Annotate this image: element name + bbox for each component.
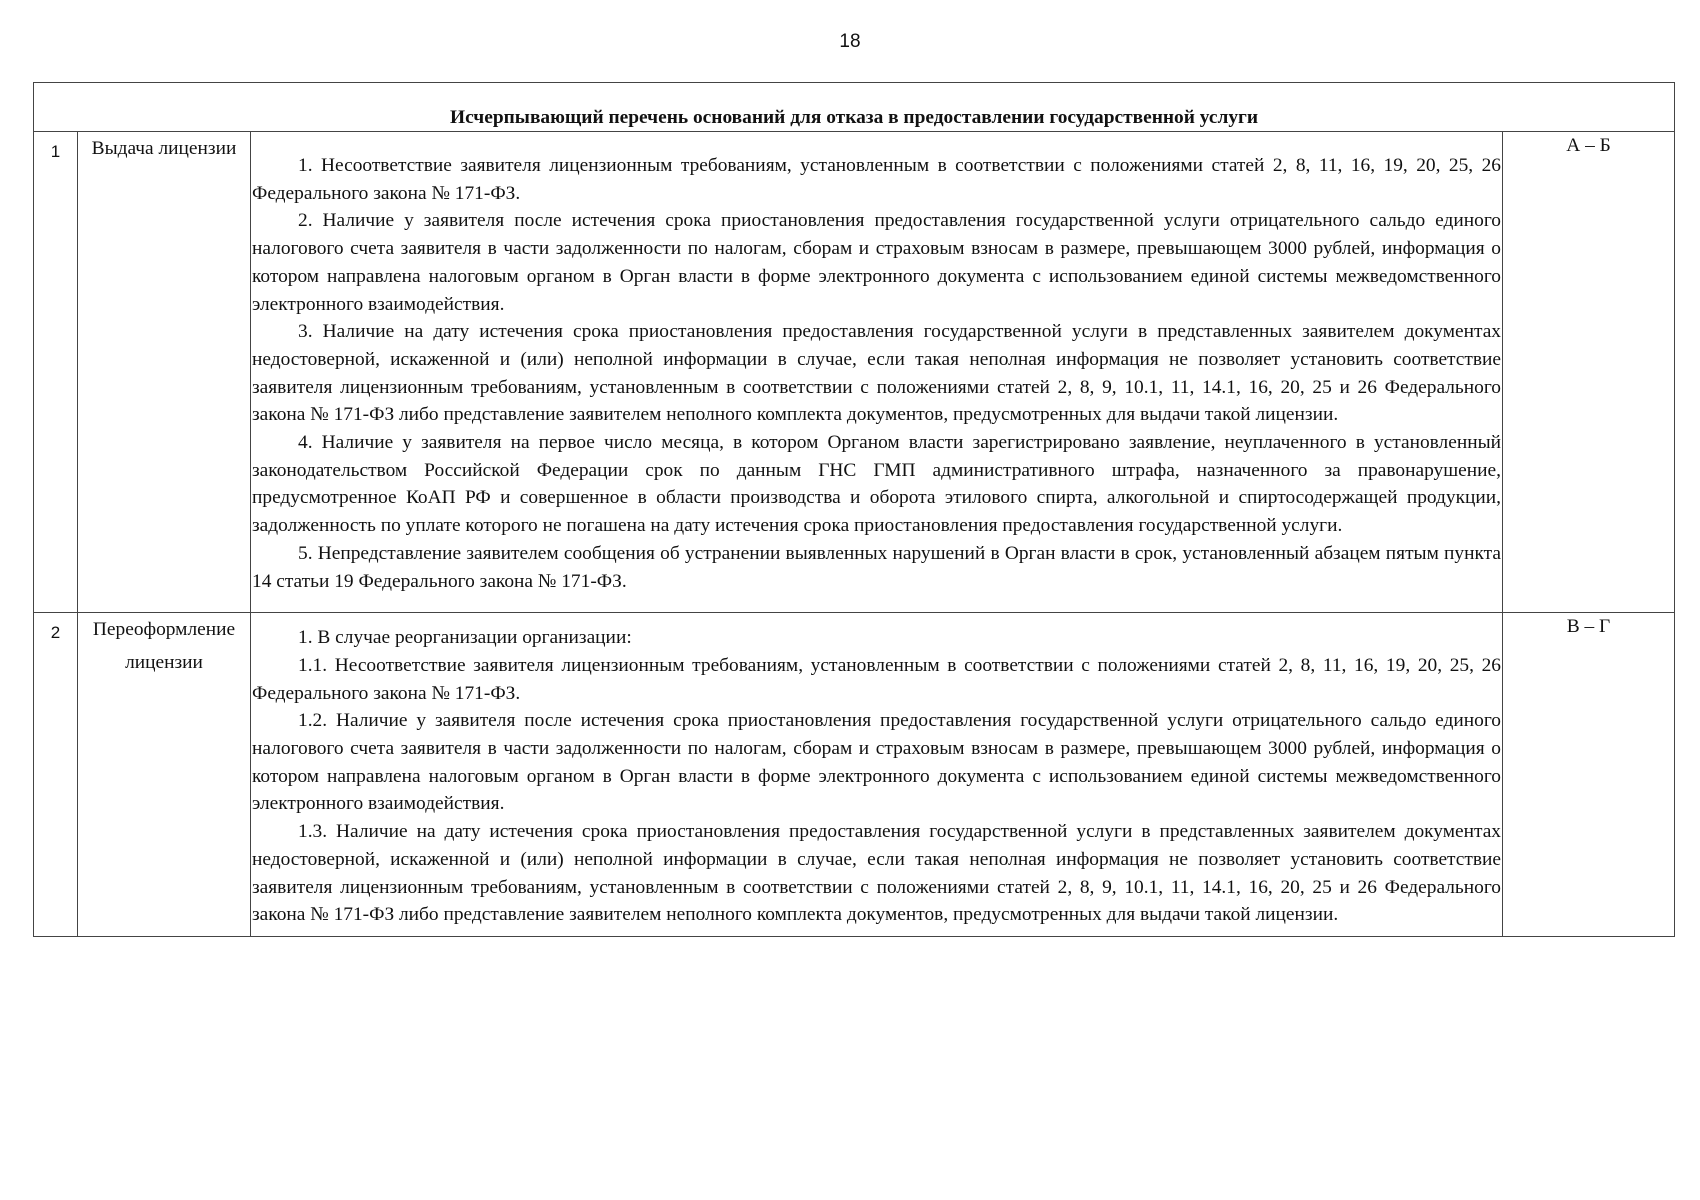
code-range: В – Г	[1503, 613, 1675, 937]
table-header: Исчерпывающий перечень оснований для отказа в предоставлении государственной услуги	[34, 83, 1675, 132]
table-row	[34, 132, 1675, 613]
service-name: Переоформление лицензии	[78, 613, 251, 937]
ground-paragraph: 5. Непредставление заявителем сообщения об устранении выявленных нарушений в Орган власти в срок, установленный абзацем пятым пункта 14 статьи 19 Федерального закона № 171-ФЗ.	[252, 542, 1501, 592]
table-header-row	[34, 83, 1675, 132]
code-range: А – Б	[1503, 132, 1675, 613]
ground-paragraph: 4. Наличие у заявителя на первое число месяца, в котором Органом власти зарегистрировано заявление, неуплаченного в установленный законодательством Российской Федерации срок по данным ГНС ГМП административного штрафа, назначенного за правонарушение, предусмотренное КоАП РФ и совершенное в области производства и оборота этилового спирта, алкогольной и спиртосодержащей продукции, задолженность по уплате которого не погашена на дату истечения срока приостановления предоставления государственной услуги.	[252, 432, 1501, 537]
ground-paragraph: 1.1. Несоответствие заявителя лицензионным требованиям, установленным в соответствии с положениями статей 2, 8, 11, 16, 19, 20, 25, 26 Федерального закона № 171-ФЗ.	[252, 654, 1501, 704]
row-number: 2	[34, 613, 78, 937]
ground-paragraph: 1. Несоответствие заявителя лицензионным требованиям, установленным в соответствии с положениями статей 2, 8, 11, 16, 19, 20, 25, 26 Федерального закона № 171-ФЗ.	[252, 155, 1501, 204]
refusal-grounds-cell	[251, 613, 1503, 937]
row-number: 1	[34, 132, 78, 613]
table-row	[34, 613, 1675, 937]
refusal-grounds-table	[33, 82, 1675, 937]
refusal-grounds-cell	[251, 132, 1503, 613]
page-number: 18	[839, 31, 861, 52]
ground-paragraph: 1.2. Наличие у заявителя после истечения срока приостановления предоставления государственной услуги отрицательного сальдо единого налогового счета заявителя в части задолженности по налогам, сборам и страховым взносам в размере, превышающем 3000 рублей, информация о котором направлена налоговым органом в Орган власти в форме электронного документа с использованием единой системы межведомственного электронного взаимодействия.	[252, 710, 1501, 815]
ground-paragraph: 1.3. Наличие на дату истечения срока приостановления предоставления государственной услуги в представленных заявителем документах недостоверной, искаженной и (или) неполной информации в случае, если такая неполная информация не позволяет установить соответствие заявителя лицензионным требованиям, установленным в соответствии с положениями статей 2, 8, 9, 10.1, 11, 14.1, 16, 20, 25 и 26 Федерального закона № 171-ФЗ либо представление заявителем неполного комплекта документов, предусмотренных для выдачи такой лицензии.	[252, 821, 1501, 926]
ground-paragraph: 3. Наличие на дату истечения срока приостановления предоставления государственной услуги в представленных заявителем документах недостоверной, искаженной и (или) неполной информации в случае, если такая неполная информация не позволяет установить соответствие заявителя лицензионным требованиям, установленным в соответствии с положениями статей 2, 8, 9, 10.1, 11, 14.1, 16, 20, 25 и 26 Федерального закона № 171-ФЗ либо представление заявителем неполного комплекта документов, предусмотренных для выдачи такой лицензии.	[252, 321, 1501, 426]
service-name: Выдача лицензии	[78, 132, 251, 613]
ground-paragraph: 1. В случае реорганизации организации:	[298, 627, 632, 649]
ground-paragraph: 2. Наличие у заявителя после истечения срока приостановления предоставления государственной услуги отрицательного сальдо единого налогового счета заявителя в части задолженности по налогам, сборам и страховым взносам в размере, превышающем 3000 рублей, информация о котором направлена налоговым органом в Орган власти в форме электронного документа с использованием единой системы межведомственного электронного взаимодействия.	[252, 210, 1501, 315]
